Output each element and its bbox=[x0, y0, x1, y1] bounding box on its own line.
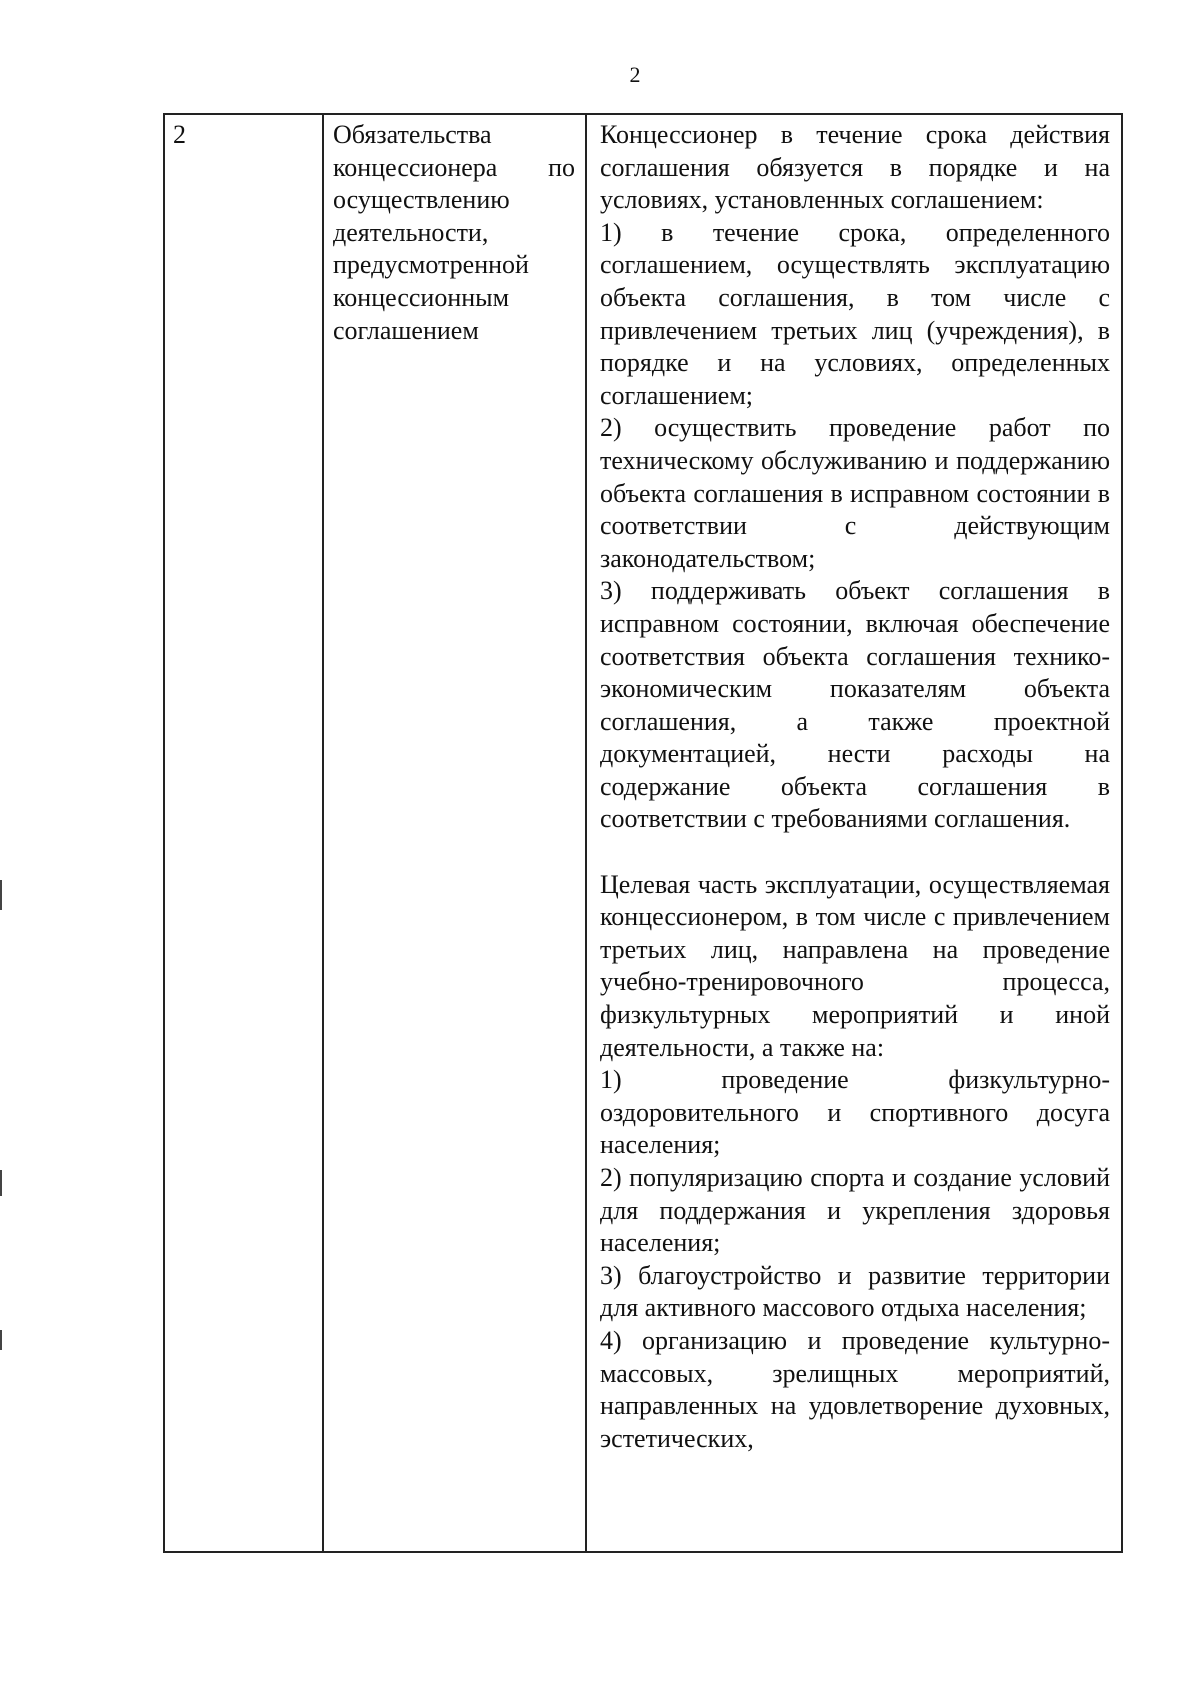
page-number: 2 bbox=[629, 62, 641, 87]
body-paragraph: 1) проведение физкультурно-оздоровительного и спортивного досуга населения; bbox=[600, 1065, 1110, 1160]
column-divider bbox=[322, 115, 324, 1551]
body-paragraph: 2) осуществить проведение работ по техническому обслуживанию и поддержанию объекта соглашения в исправном состоянии в соответствии с действующим законодательством; bbox=[600, 413, 1110, 573]
obligations-table bbox=[163, 113, 1123, 1553]
body-paragraph: 2) популяризацию спорта и создание условий для поддержания и укрепления здоровья населения; bbox=[600, 1163, 1110, 1258]
scan-edge-mark bbox=[0, 880, 2, 910]
body-paragraph: 3) благоустройство и развитие территории для активного массового отдыха населения; bbox=[600, 1260, 1110, 1323]
body-paragraph: 4) организацию и проведение культурно-массовых, зрелищных мероприятий, направленных на удовлетворение духовных, эстетических, bbox=[600, 1325, 1110, 1453]
scan-edge-mark bbox=[0, 1170, 2, 1196]
body-paragraph: 1) в течение срока, определенного соглашением, осуществлять эксплуатацию объекта соглашения, в том числе с привлечением третьих лиц (учреждения), в порядке и на условиях, определенных соглашением; bbox=[600, 217, 1110, 410]
row-number-cell: 2 bbox=[173, 120, 186, 149]
row-subject-cell bbox=[333, 119, 575, 347]
body-paragraph: Целевая часть эксплуатации, осуществляемая концессионером, в том числе с привлечением третьих лиц, направлена на проведение учебно-тренировочного процесса, физкультурных мероприятий и иной деятельности, а также на: bbox=[600, 869, 1110, 1062]
body-paragraph: 3) поддерживать объект соглашения в исправном состоянии, включая обеспечение соответствия объекта соглашения технико-экономическим показателям объекта соглашения, а также проектной документацией, нести расходы на содержание объекта соглашения в соответствии с требованиями соглашения. bbox=[600, 576, 1110, 834]
row-subject-text: Обязательства концессионера по осуществлению деятельности, предусмотренной концессионным соглашением bbox=[333, 120, 575, 345]
column-divider bbox=[585, 115, 587, 1551]
paragraph-gap bbox=[600, 836, 1110, 869]
body-paragraph: Концессионер в течение срока действия соглашения обязуется в порядке и на условиях, установленных соглашением: bbox=[600, 120, 1110, 215]
scan-edge-mark bbox=[0, 1330, 2, 1350]
row-body-cell bbox=[600, 119, 1110, 1455]
